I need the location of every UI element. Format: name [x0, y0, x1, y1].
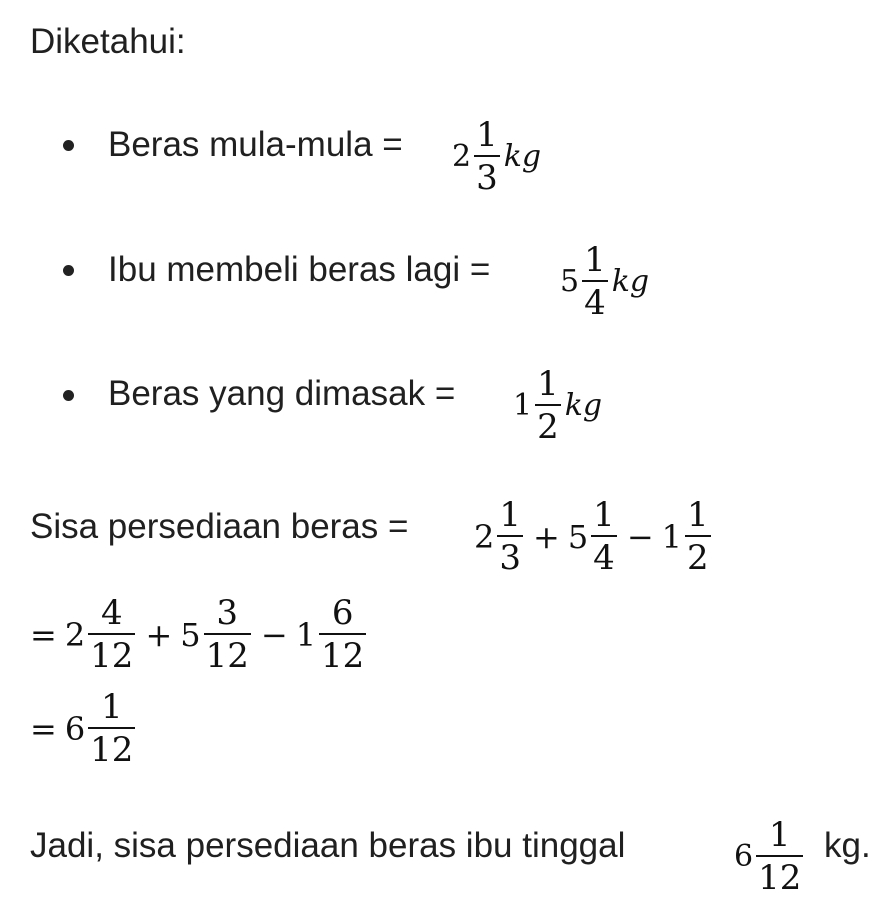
mixed-whole: 2 — [474, 517, 495, 556]
mixed-whole: 2 — [64, 615, 86, 654]
fraction-bar — [204, 633, 251, 635]
equals-sign: = — [30, 709, 57, 748]
item-label: Beras yang dimasak = — [108, 374, 456, 413]
item-label: Ibu membeli beras lagi = — [108, 250, 491, 289]
fraction — [591, 495, 617, 578]
fraction — [88, 593, 135, 676]
fraction-numerator: 3 — [216, 593, 239, 633]
fraction — [685, 495, 711, 578]
mixed-whole: 5 — [567, 517, 589, 556]
fraction-denominator: 12 — [321, 636, 365, 676]
fraction — [319, 593, 366, 676]
fraction-numerator: 1 — [476, 115, 498, 155]
fraction-denominator: 4 — [593, 538, 615, 578]
conclusion-value-math — [734, 815, 805, 898]
mixed-whole: 5 — [180, 615, 201, 654]
bullet-icon — [63, 265, 74, 276]
fraction-bar — [685, 535, 711, 537]
fraction-numerator: 6 — [331, 593, 354, 633]
step1-expression — [30, 593, 368, 676]
unit-kg: kg — [611, 264, 650, 299]
fraction — [535, 364, 561, 447]
fraction-bar — [497, 535, 523, 537]
plus-operator: + — [533, 517, 560, 556]
item-value-math — [513, 364, 603, 447]
fraction-numerator: 1 — [584, 240, 606, 280]
fraction-bar — [535, 404, 561, 406]
minus-operator: − — [260, 615, 288, 654]
fraction-numerator: 1 — [499, 495, 521, 535]
fraction-numerator: 1 — [100, 687, 123, 727]
fraction — [474, 115, 500, 198]
fraction — [204, 593, 251, 676]
minus-operator: − — [626, 517, 654, 556]
sisa-label: Sisa persediaan beras = — [30, 507, 409, 546]
mixed-whole: 1 — [513, 388, 533, 423]
fraction-denominator: 12 — [205, 636, 249, 676]
fraction-numerator: 1 — [593, 495, 615, 535]
conclusion-unit: kg. — [824, 826, 871, 865]
mixed-whole: 5 — [560, 264, 580, 299]
fraction-bar — [319, 633, 366, 635]
fraction-bar — [88, 633, 135, 635]
mixed-whole: 6 — [64, 709, 86, 748]
item-value-math — [560, 240, 650, 323]
plus-operator: + — [145, 615, 173, 654]
mixed-whole: 6 — [734, 839, 754, 874]
step2-expression — [30, 687, 137, 770]
fraction-numerator: 1 — [686, 495, 709, 535]
item-value-math — [452, 115, 542, 198]
fraction-numerator: 4 — [100, 593, 123, 633]
mixed-whole: 1 — [295, 615, 317, 654]
fraction-denominator: 12 — [758, 858, 802, 898]
fraction-bar — [88, 727, 135, 729]
item-label: Beras mula-mula = — [108, 125, 403, 164]
fraction-denominator: 3 — [476, 158, 498, 198]
fraction-denominator: 12 — [90, 636, 134, 676]
fraction-bar — [591, 535, 617, 537]
fraction-denominator: 4 — [584, 283, 606, 323]
heading-diketahui: Diketahui: — [30, 22, 186, 61]
mixed-whole: 1 — [661, 517, 682, 556]
fraction-denominator: 12 — [90, 730, 134, 770]
fraction — [88, 687, 135, 770]
unit-kg: kg — [503, 139, 542, 174]
fraction-bar — [474, 155, 500, 157]
fraction-bar — [756, 855, 803, 857]
equals-sign: = — [30, 615, 57, 654]
mixed-whole: 2 — [452, 139, 472, 174]
fraction — [756, 815, 803, 898]
fraction-numerator: 1 — [537, 364, 559, 404]
bullet-icon — [63, 390, 74, 401]
bullet-icon — [63, 140, 74, 151]
fraction-denominator: 2 — [686, 538, 709, 578]
fraction — [582, 240, 608, 323]
fraction — [497, 495, 523, 578]
fraction-denominator: 2 — [537, 407, 559, 447]
fraction-numerator: 1 — [768, 815, 791, 855]
conclusion-text: Jadi, sisa persediaan beras ibu tinggal — [30, 826, 626, 865]
fraction-bar — [582, 280, 608, 282]
sisa-expression — [474, 495, 713, 578]
unit-kg: kg — [564, 388, 603, 423]
fraction-denominator: 3 — [499, 538, 521, 578]
